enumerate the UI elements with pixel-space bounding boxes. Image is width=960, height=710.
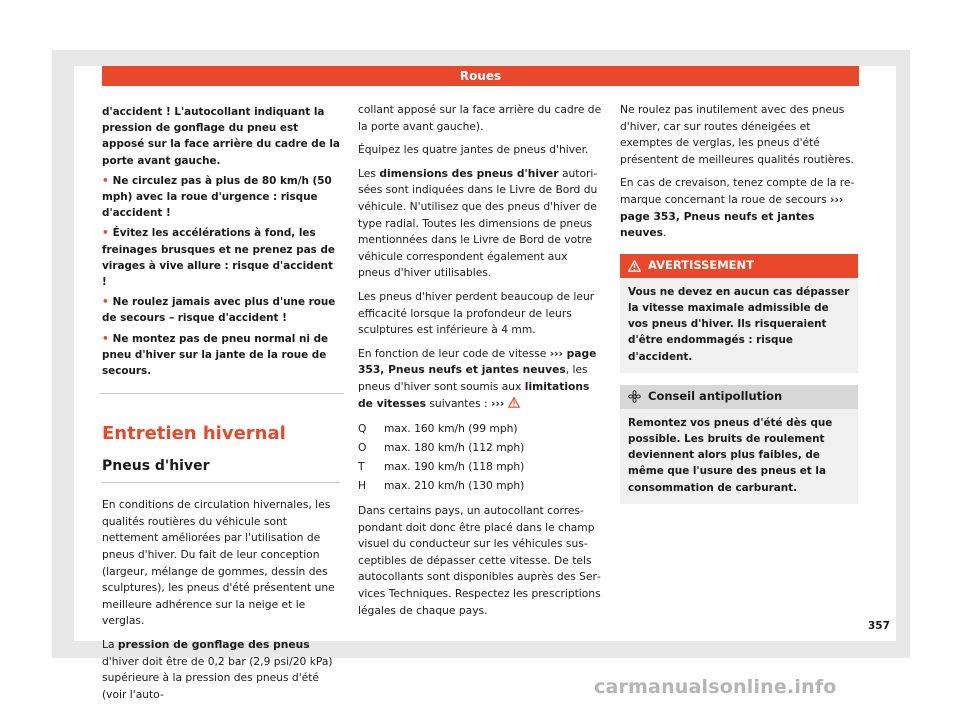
speed-row: T max. 190 km/h (118 mph) <box>358 460 525 474</box>
bullet-icon: • <box>102 174 109 187</box>
section-title: Entretien hivernal <box>102 423 286 445</box>
warning-bullet: • Ne montez pas de pneu normal ni de pneu d'hiver sur la jante de la roue de secours. <box>102 332 329 378</box>
cross-ref-arrow-icon: ››› <box>830 192 844 206</box>
page-number: 357 <box>868 620 890 632</box>
environment-box-title: Conseil antipollution <box>648 389 783 404</box>
column-3 <box>620 102 858 514</box>
sub-title: Pneus d'hiver <box>102 458 340 483</box>
paragraph: En cas de crevaison, tenez compte de la remarque concernant la roue de secours ››› page 353, Pneus neufs et jantes neuves. <box>620 176 855 240</box>
paragraph: En fonction de leur code de vitesse ››› page 353, Pneus neufs et jantes neuves, les pneus d'hiver sont soumis aux limitations de vitesses suivantes : ››› <box>358 346 597 410</box>
warning-bullet: • Ne roulez jamais avec plus d'une roue de secours – risque d'accident ! <box>102 296 336 325</box>
paragraph: Dans certains pays, un autocollant correspondant doit donc être placé dans le champ visuel du conducteur sur les véhicules susceptibles de dépasser cette vitesse. De tels autocollants sont disponibles auprès des Services Techniques. Respectez les prescriptions légales de chaque pays. <box>358 504 601 617</box>
speed-row: O max. 180 km/h (112 mph) <box>358 441 525 455</box>
cross-reference-link[interactable]: page 353, Pneus neufs et jantes neuves <box>358 346 597 377</box>
bullet-icon: • <box>102 227 109 240</box>
warning-triangle-icon[interactable] <box>508 397 520 408</box>
warning-bullet: • Ne circulez pas à plus de 80 km/h (50 mph) avec la roue d'urgence : risque d'accident ! <box>102 174 332 220</box>
speed-row: Q max. 160 km/h (99 mph) <box>358 422 518 436</box>
bullet-icon: • <box>102 332 109 345</box>
column-2 <box>358 102 602 626</box>
warning-box <box>620 254 858 373</box>
environment-box <box>620 385 858 504</box>
warning-continuation <box>102 104 340 379</box>
paragraph: Les dimensions des pneus d'hiver autorisées sont indiquées dans le Livre de Bord du véhicule. N'utilisez que des pneus d'hiver de type radial. Toutes les dimensions de pneus mentionnées dans le Livre de Bord de votre véhicule correspondent également aux pneus d'hiver utilisables. <box>358 166 598 280</box>
cross-ref-arrow-icon: ››› <box>491 396 505 410</box>
flower-icon <box>628 390 641 403</box>
warning-triangle-icon <box>628 260 641 272</box>
warning-intro: d'accident ! L'autocollant indiquant la pression de gonflage du pneu est apposé sur la face arrière du cadre de la porte avant gauche. <box>102 106 340 167</box>
warning-box-text: Vous ne devez en aucun cas dépasser la vitesse maximale admissible de vos pneus d'hiver. Ils risqueraient d'être endommagés : risque d'accident. <box>628 285 850 363</box>
speed-limit-table <box>358 420 602 496</box>
cross-ref-arrow-icon: ››› <box>549 346 563 360</box>
paragraph: Ne roulez pas inutilement avec des pneus d'hiver, car sur routes déneigées et exemptes de verglas, les pneus d'été présentent de meilleures qualités routières. <box>620 103 854 166</box>
paragraph: Les pneus d'hiver perdent beaucoup de leur efficacité lorsque la profondeur de leurs sculptures est inférieure à 4 mm. <box>358 289 595 337</box>
bullet-icon: • <box>102 296 109 309</box>
warning-box-title: AVERTISSEMENT <box>648 258 755 273</box>
warning-bullet: • Évitez les accélérations à fond, les freinages brusques et ne prenez pas de virages à vive allure : risque d'accident ! <box>102 227 335 289</box>
paragraph: En conditions de circulation hivernales, les qualités routières du véhicule sont nettement améliorées par l'utilisation de pneus d'hiver. Du fait de leur conception (largeur, mélange de gommes, dessin des sculptures), les pneus d'été présentent une meilleure adhérence sur la neige et le verglas. <box>102 498 335 628</box>
environment-box-text: Remontez vos pneus d'été dès que possible. Les bruits de roulement deviennent alors plus faibles, de même que l'usure des pneus et la consommation de carburant. <box>628 416 833 494</box>
warning-box-header <box>620 254 858 278</box>
speed-row: H max. 210 km/h (130 mph) <box>358 479 525 493</box>
column-1 <box>102 104 340 710</box>
cross-reference-link[interactable]: page 353, Pneus neufs et jantes neuves <box>620 209 815 240</box>
paragraph: Équipez les quatre jantes de pneus d'hiver. <box>358 143 589 157</box>
paragraph: collant apposé sur la face arrière du cadre de la porte avant gauche). <box>358 103 602 133</box>
page-header: Roues <box>102 66 859 86</box>
paragraph: La pression de gonflage des pneus d'hiver doit être de 0,2 bar (2,9 psi/20 kPa) supérieure à la pression des pneus d'été (voir l'auto- <box>102 638 333 701</box>
watermark-logo: carmanualsonline.info <box>594 676 837 698</box>
environment-box-header <box>620 385 858 409</box>
divider <box>100 393 344 394</box>
